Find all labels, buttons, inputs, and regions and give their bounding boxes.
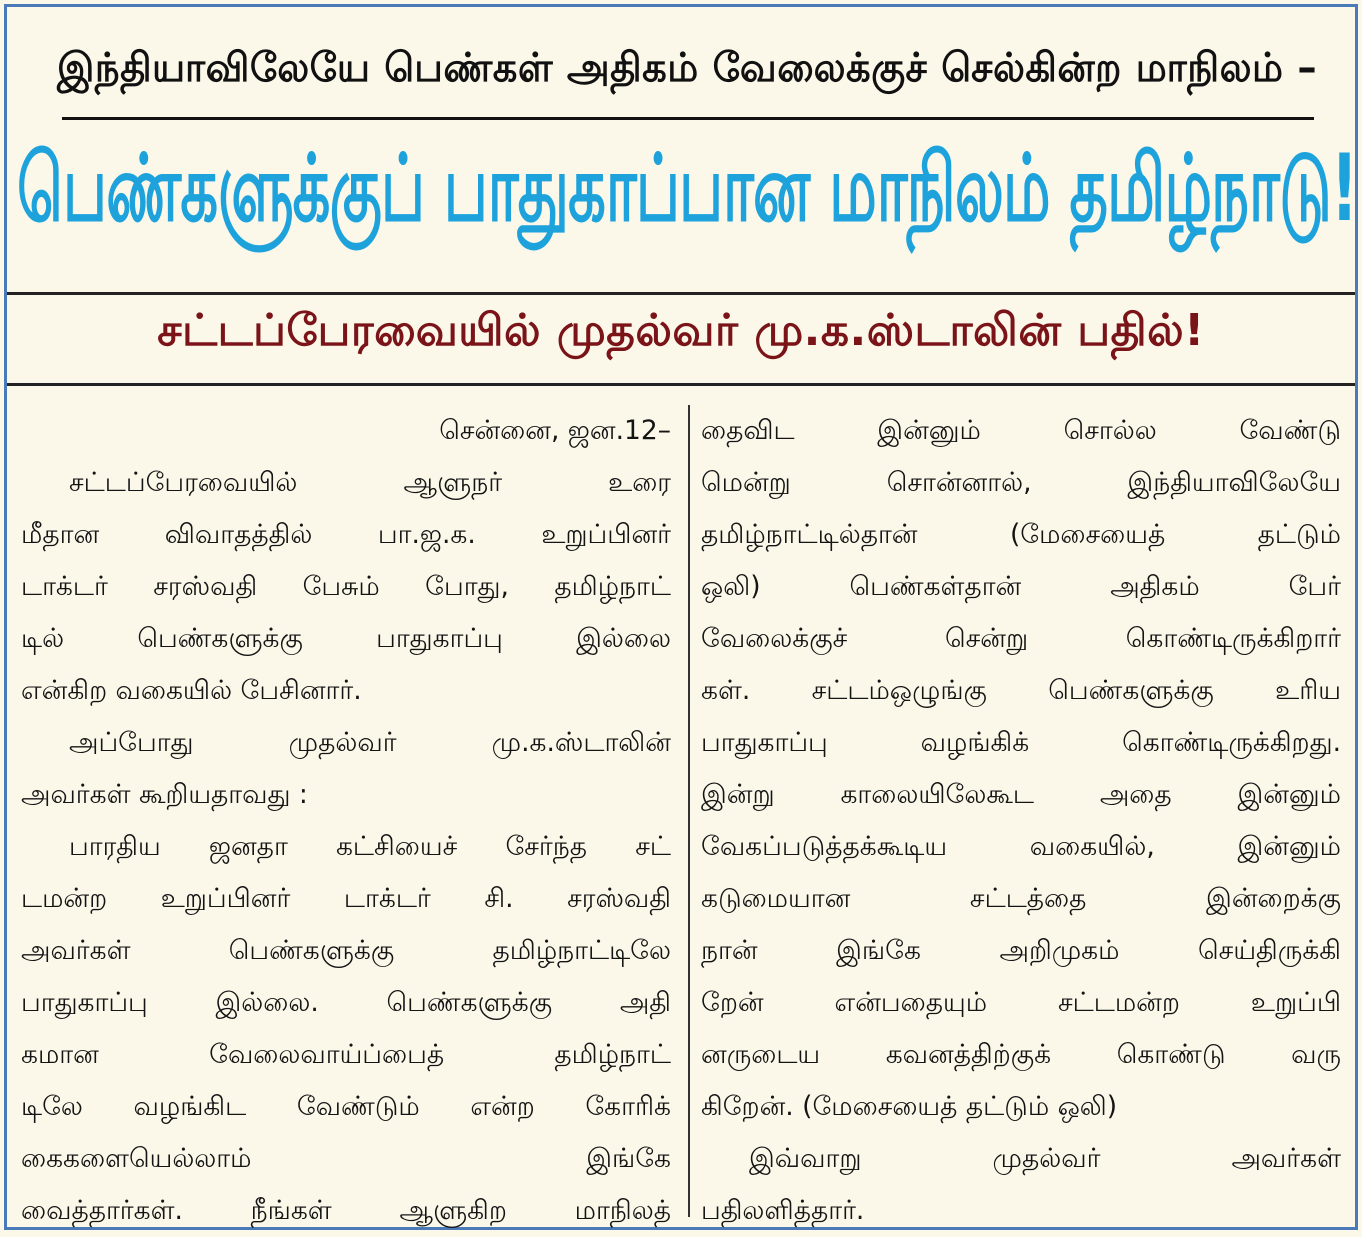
text-line: கிறேன். (மேசையைத் தட்டும் ஒலி) [701, 1091, 1118, 1122]
subhead-bottom-rule [7, 383, 1355, 386]
column-divider [688, 405, 690, 1217]
text-line: அவர்கள் பெண்களுக்கு தமிழ்நாட்டிலே [21, 935, 671, 966]
text-line: இன்று காலையிலேகூட அதை இன்னும் [701, 779, 1341, 810]
text-line: தமிழ்நாட்டில்தான் (மேசையைத் தட்டும் [701, 519, 1341, 550]
text-line: பதிலளித்தார். [701, 1195, 865, 1226]
text-line: கைகளையெல்லாம் இங்கே [21, 1143, 671, 1174]
kicker-headline: இந்தியாவிலேயே பெண்கள் அதிகம் வேலைக்குச் செல்கின்ற மாநிலம் – [57, 45, 1318, 91]
kicker-underline [62, 117, 1314, 120]
text-line: அப்போது முதல்வர் மு.க.ஸ்டாலின் [69, 727, 671, 758]
text-line: டிலே வழங்கிட வேண்டும் என்ற கோரிக் [21, 1091, 671, 1122]
text-line: கமான வேலைவாய்ப்பைத் தமிழ்நாட் [21, 1039, 671, 1070]
subhead-top-rule [7, 292, 1355, 295]
text-line: ஒலி) பெண்கள்தான் அதிகம் பேர் [701, 571, 1341, 602]
text-line: இவ்வாறு முதல்வர் அவர்கள் [749, 1143, 1341, 1174]
text-line: வேலைக்குச் சென்று கொண்டிருக்கிறார் [701, 623, 1341, 654]
text-line: டில் பெண்களுக்கு பாதுகாப்பு இல்லை [21, 623, 671, 654]
text-line: என்கிற வகையில் பேசினார். [21, 675, 362, 706]
text-line: மீதான விவாதத்தில் பா.ஜ.க. உறுப்பினர் [21, 519, 671, 550]
text-line: பாதுகாப்பு இல்லை. பெண்களுக்கு அதி [21, 987, 671, 1018]
text-line: நான் இங்கே அறிமுகம் செய்திருக்கி [701, 935, 1341, 966]
text-line: பாதுகாப்பு வழங்கிக் கொண்டிருக்கிறது. [701, 727, 1341, 758]
subheadline: சட்டப்பேரவையில் முதல்வர் மு.க.ஸ்டாலின் பதில்! [157, 305, 1205, 356]
text-line: பாரதிய ஜனதா கட்சியைச் சேர்ந்த சட் [69, 831, 671, 862]
dateline: சென்னை, ஜன.12– [439, 415, 671, 446]
text-line: டாக்டர் சரஸ்வதி பேசும் போது, தமிழ்நாட் [21, 571, 671, 602]
article-column-left [21, 405, 671, 1237]
text-line: மென்று சொன்னால், இந்தியாவிலேயே [701, 467, 1341, 498]
article-column-right [701, 405, 1341, 1237]
text-line: கள். சட்டம்ஒழுங்கு பெண்களுக்கு உரிய [701, 675, 1341, 706]
text-line: டமன்ற உறுப்பினர் டாக்டர் சி. சரஸ்வதி [21, 883, 671, 914]
text-line: வேகப்படுத்தக்கூடிய வகையில், இன்னும் [701, 831, 1341, 862]
text-line: வைத்தார்கள். நீங்கள் ஆளுகிற மாநிலத் [21, 1195, 671, 1226]
text-line: சட்டப்பேரவையில் ஆளுநர் உரை [69, 467, 671, 498]
text-line: றேன் என்பதையும் சட்டமன்ற உறுப்பி [701, 987, 1341, 1018]
text-line: கடுமையான சட்டத்தை இன்றைக்கு [701, 883, 1341, 914]
text-line: அவர்கள் கூறியதாவது : [21, 779, 308, 810]
text-line: தைவிட இன்னும் சொல்ல வேண்டு [701, 415, 1341, 446]
text-line: னருடைய கவனத்திற்குக் கொண்டு வரு [701, 1039, 1341, 1070]
newspaper-clipping [4, 4, 1358, 1230]
main-headline: பெண்களுக்குப் பாதுகாப்பான மாநிலம் தமிழ்நாடு! [17, 135, 1358, 243]
